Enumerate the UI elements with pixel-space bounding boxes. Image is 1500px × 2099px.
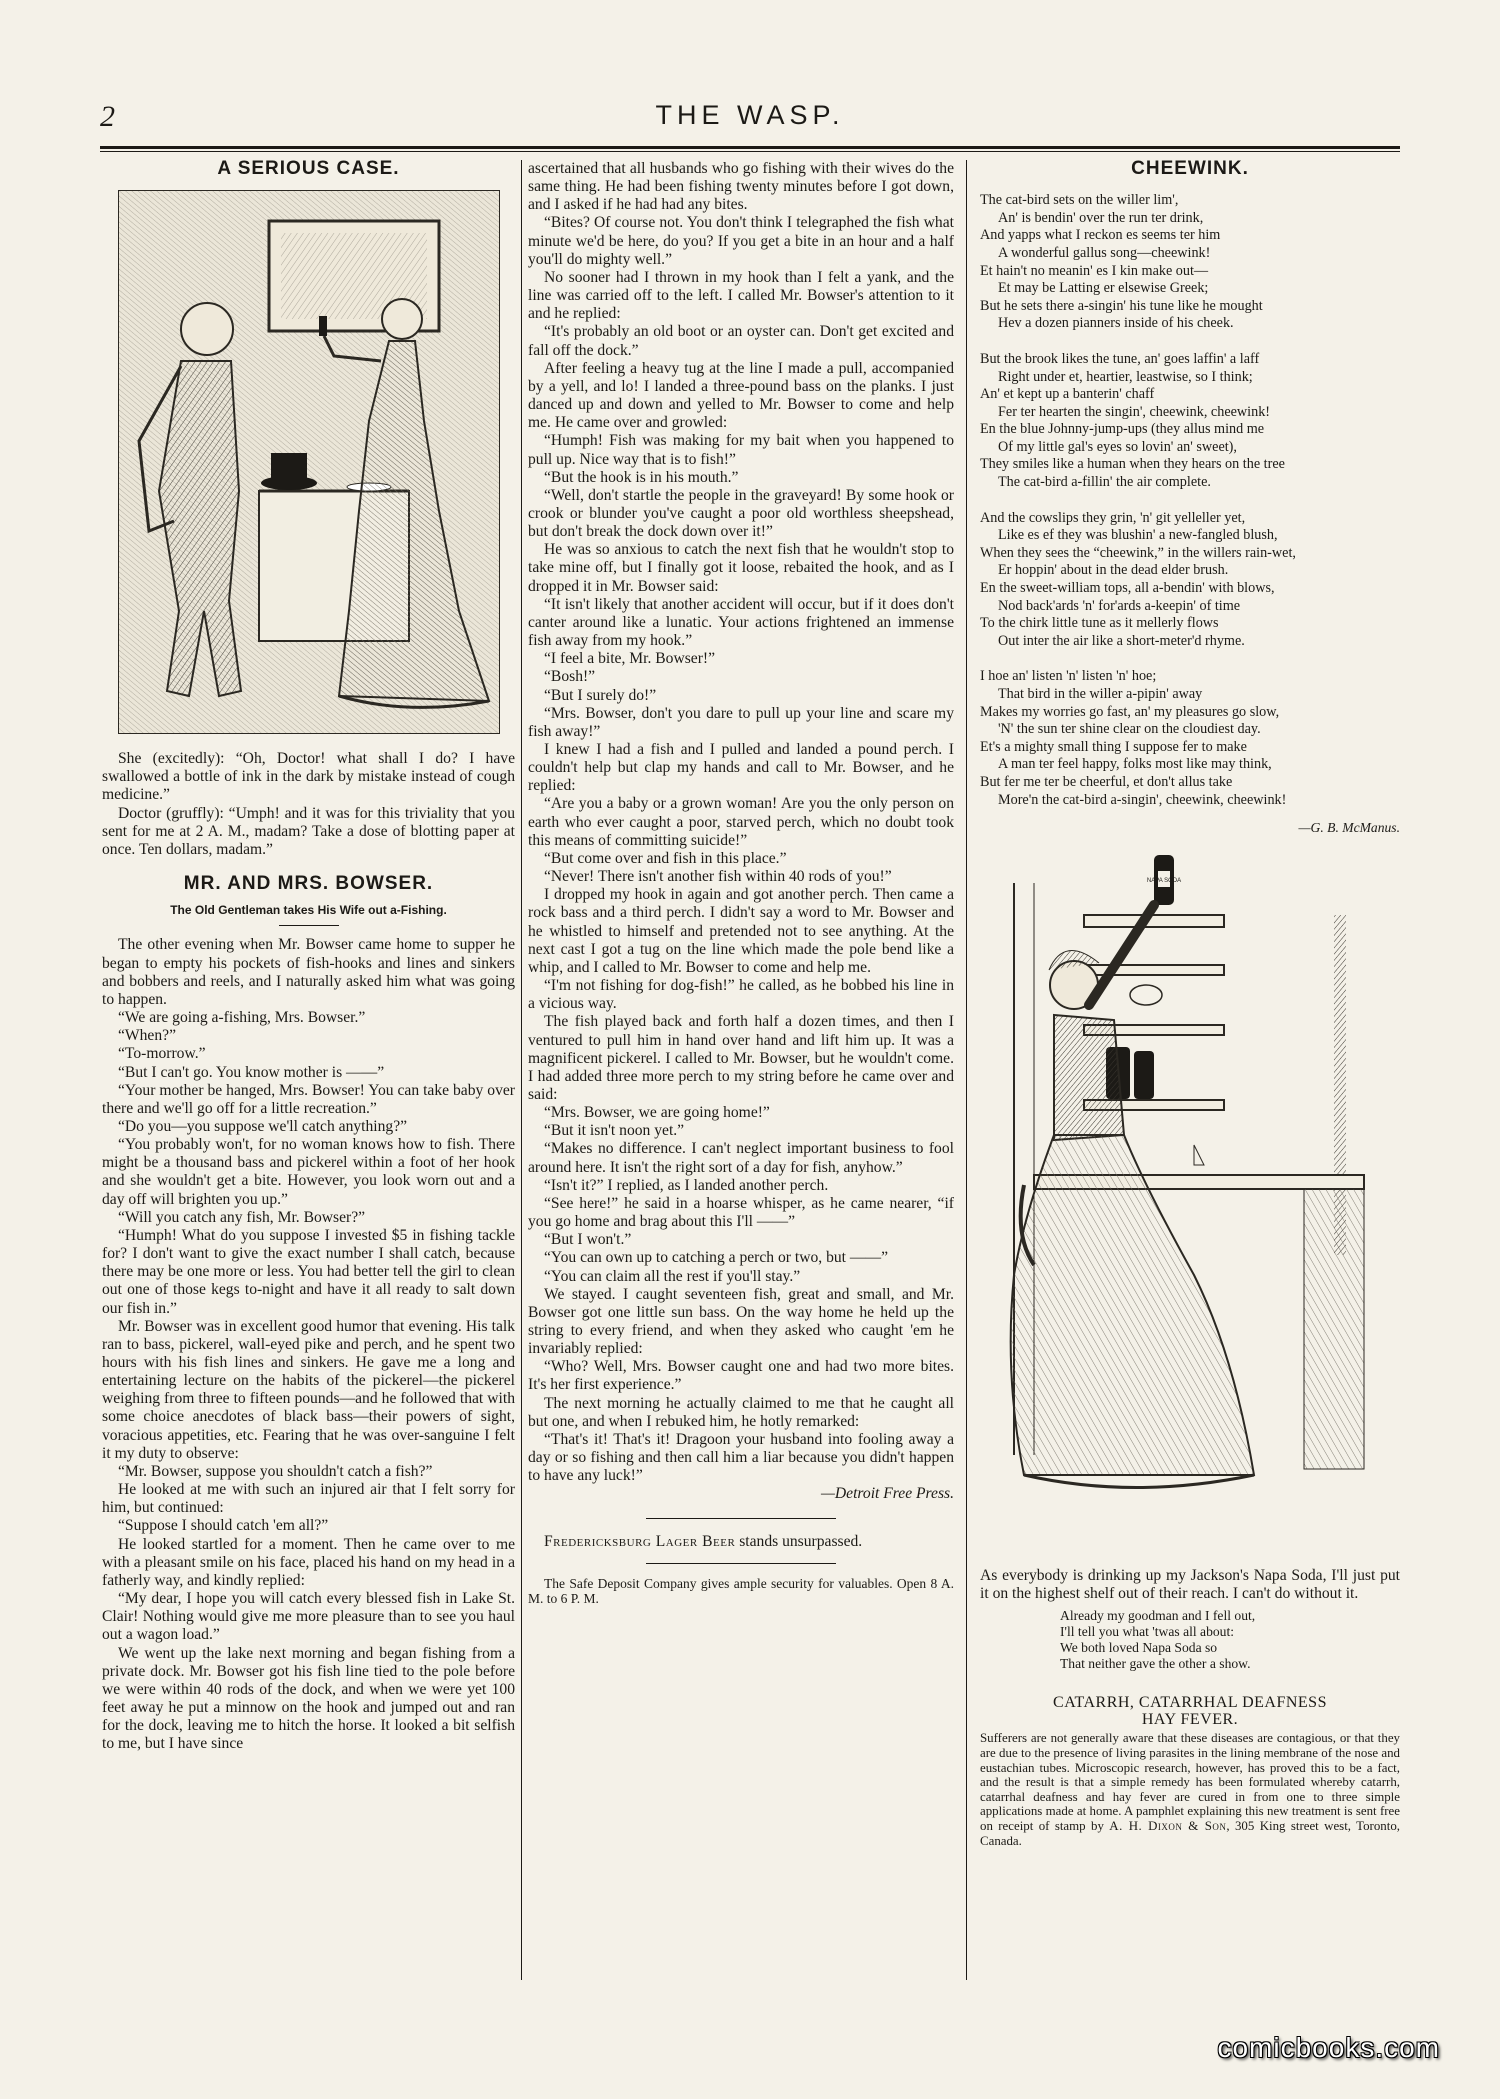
story-paragraph: “You can own up to catching a perch or two, but ——” bbox=[544, 1249, 888, 1267]
story-paragraph: The fish played back and forth half a dozen times, and then I ventured to pull him in hand over hand and lift him up. It was a magnificent pickerel. I called to Mr. Bowser, but he wouldn't come. I had added three more perch to my string before he came over and said: bbox=[528, 1013, 954, 1103]
poem-line: Et's a mighty small thing I suppose fer to make bbox=[980, 738, 1247, 755]
catarrh-ad-body: Sufferers are not generally aware that these diseases are contagious, or that they are due to the presence of living parasites in the lining membrane of the nose and eustachian tubes. Microscopic research, however, has proved this to be a fact, and the result is that a simple remedy has been formulated whereby catarrh, catarrhal deafness and hay fever are cured in from one to three simple applications made at home. A pamphlet explaining this new treatment is sent free on receipt of stamp by A. H. Dixon & Son, 305 King street west, Toronto, Canada. bbox=[980, 1731, 1400, 1848]
story-paragraph: “Mr. Bowser, suppose you shouldn't catch a fish?” bbox=[118, 1462, 433, 1480]
poem-line: En the blue Johnny-jump-ups (they allus mind me bbox=[980, 421, 1265, 438]
story-paragraph: We went up the lake next morning and began fishing from a private dock. Mr. Bowser got his fish line tied to the pole before we were within 40 rods of the dock, and when we were yet 100 feet away he put a minnow on the hook and jumped out and ran for the dock, leaving me to hitch the horse. It looked a bit selfish to me, but I have since bbox=[102, 1644, 515, 1753]
story-paragraph: “Never! There isn't another fish within 40 rods of you!” bbox=[544, 868, 892, 886]
catarrh-title-line: CATARRH, CATARRHAL DEAFNESS bbox=[1053, 1694, 1327, 1712]
bowser-title-rule bbox=[279, 925, 339, 926]
bowser-subtitle: The Old Gentleman takes His Wife out a-Fishing. bbox=[170, 903, 447, 918]
masthead bbox=[100, 96, 1400, 148]
column-rule-left bbox=[521, 160, 522, 1980]
story-paragraph: “But it isn't noon yet.” bbox=[544, 1122, 685, 1140]
story-paragraph: “Who? Well, Mrs. Bowser caught one and had two more bites. It's her first experience.” bbox=[528, 1358, 954, 1394]
column-rule-right bbox=[966, 160, 967, 1980]
story-paragraph: “Humph! Fish was making for my bait when you happened to pull up. Nice way that is to fish!” bbox=[528, 432, 954, 468]
story-paragraph: “Your mother be hanged, Mrs. Bowser! You can take baby over there and we'll go off for a little recreation.” bbox=[102, 1081, 515, 1117]
napa-verse-line: That neither gave the other a show. bbox=[1060, 1656, 1251, 1672]
serious-case-title: A SERIOUS CASE. bbox=[217, 158, 400, 179]
cheewink-poem bbox=[980, 192, 1400, 809]
notice-divider bbox=[646, 1518, 836, 1519]
bowser-story-part-1 bbox=[102, 936, 515, 1753]
column-2 bbox=[528, 160, 954, 1606]
story-paragraph: “Makes no difference. I can't neglect important business to fool around here. It isn't the right sort of a day for fish, anyhow.” bbox=[528, 1140, 954, 1176]
story-paragraph: “It's probably an old boot or an oyster can. Don't get excited and fall off the dock.” bbox=[528, 323, 954, 359]
story-paragraph: “My dear, I hope you will catch every blessed fish in Lake St. Clair! Nothing would give me more pleasure than to see you haul out a wagon load.” bbox=[102, 1590, 515, 1644]
story-paragraph: “It isn't likely that another accident will occur, but if it does don't canter around like a lunatic. Your actions frightened an immense fish away from my hook.” bbox=[528, 595, 954, 650]
poem-line: But the brook likes the tune, an' goes laffin' a laff bbox=[980, 350, 1260, 367]
bowser-source: —Detroit Free Press. bbox=[821, 1485, 954, 1503]
poem-line: They smiles like a human when they hears on the tree bbox=[980, 456, 1285, 473]
poem-line: But he sets there a-singin' his tune like he mought bbox=[980, 297, 1263, 314]
poem-stanza bbox=[980, 351, 1400, 492]
poem-line: That bird in the willer a-pipin' away bbox=[998, 686, 1203, 702]
story-paragraph: “You probably won't, for no woman knows how to fish. There might be a thousand bass and pickerel within a foot of her hook and she wouldn't get a bite. However, you look worn out and a day off will brighten you up.” bbox=[102, 1136, 515, 1208]
story-paragraph: “But I won't.” bbox=[544, 1231, 632, 1249]
poem-line: Fer ter hearten the singin', cheewink, cheewink! bbox=[998, 403, 1271, 420]
story-paragraph: Mr. Bowser was in excellent good humor that evening. His talk ran to bass, pickerel, wall-eyed pike and perch, and he spent two hours with his fish lines and sinkers. He gave me a long and entertaining lecture on the habits of the pickerel—the pickerel weighing from three to fifteen pounds—and he followed that with some choice anecdotes of black bass—their powers of sight, voracious appetities, etc. Fearing that he was over-sanguine I felt it my duty to observe: bbox=[102, 1317, 515, 1462]
story-paragraph: “Are you a baby or a grown woman! Are you the only person on earth who ever caught a poor, starved perch, which no doubt took this means of committing suicide!” bbox=[528, 795, 954, 849]
poem-line: But fer me ter be cheerful, et don't allus take bbox=[980, 773, 1233, 790]
cheewink-byline: —G. B. McManus. bbox=[1298, 820, 1400, 836]
napa-verse-line: Already my goodman and I fell out, bbox=[1060, 1607, 1256, 1623]
catarrh-title-line: HAY FEVER. bbox=[1141, 1711, 1239, 1729]
napa-soda-verse bbox=[980, 1608, 1400, 1673]
story-paragraph: “Mrs. Bowser, we are going home!” bbox=[544, 1104, 770, 1122]
story-paragraph: The next morning he actually claimed to me that he caught all but one, and when I rebuked him, he hotly remarked: bbox=[528, 1394, 954, 1430]
poem-line: 'N' the sun ter shine clear on the cloudiest day. bbox=[998, 721, 1261, 738]
poem-line: I hoe an' listen 'n' listen 'n' hoe; bbox=[980, 668, 1157, 685]
story-paragraph: “Bites? Of course not. You don't think I telegraphed the fish what minute we'd be here, do you? If you get a bite in an hour and a half you'll do mighty well.” bbox=[528, 214, 954, 268]
poem-line: More'n the cat-bird a-singin', cheewink, cheewink! bbox=[998, 791, 1287, 808]
bowser-title: MR. AND MRS. BOWSER. bbox=[183, 873, 434, 895]
poem-line: And yapps what I reckon es seems ter him bbox=[980, 227, 1221, 244]
masthead-rule-thick bbox=[100, 146, 1400, 149]
poem-line: The cat-bird sets on the willer lim', bbox=[980, 192, 1179, 209]
poem-line: To the chirk little tune as it mellerly flows bbox=[980, 615, 1219, 632]
bottle-label: NAPA SODA bbox=[1146, 878, 1182, 885]
poem-line: The cat-bird a-fillin' the air complete. bbox=[998, 474, 1211, 491]
notice-safe-deposit: The Safe Deposit Company gives ample security for valuables. Open 8 A. M. to 6 P. M. bbox=[528, 1575, 954, 1606]
story-paragraph: We stayed. I caught seventeen fish, great and small, and Mr. Bowser got one little sun bass. On the way home he held up the string to every friend, and when they asked who caught 'em he invariably replied: bbox=[528, 1285, 954, 1358]
column-3 bbox=[980, 160, 1400, 1848]
story-paragraph: He looked startled for a moment. Then he came over to me with a pleasant smile on his face, placed his hand on my head in a fatherly way, and kindly replied: bbox=[102, 1535, 515, 1589]
story-paragraph: “But I can't go. You know mother is ——” bbox=[118, 1063, 385, 1081]
story-paragraph: “Mrs. Bowser, don't you dare to pull up your line and scare my fish away!” bbox=[528, 704, 954, 740]
story-paragraph: “Humph! What do you suppose I invested $5 in fishing tackle for? I don't want to give the exact number I shall catch, because there may be one more or less. You had better tell the girl to clean out one of those kegs to-night and have it all ready to salt down our fish in.” bbox=[102, 1226, 515, 1317]
story-paragraph: “But the hook is in his mouth.” bbox=[544, 468, 739, 486]
napa-verse-line: I'll tell you what 'twas all about: bbox=[1060, 1623, 1235, 1639]
story-paragraph: He was so anxious to catch the next fish that he wouldn't stop to take mine off, but I finally got it loose, rebaited the hook, and as I dropped it in Mr. Bowser said: bbox=[528, 541, 954, 595]
poem-line: Nod back'ards 'n' for'ards a-keepin' of time bbox=[998, 597, 1241, 614]
story-paragraph: “See here!” he said in a hoarse whisper, as he came nearer, “if you go home and brag about this I'll ——” bbox=[528, 1194, 954, 1231]
poem-line: Right under et, heartier, leastwise, so I think; bbox=[998, 368, 1253, 385]
story-paragraph: “Well, don't startle the people in the graveyard! By some hook or crook or blunder you've caught a poor old worthless sheepshead, but don't break the dock down over it!” bbox=[528, 486, 954, 541]
poem-line: Like es ef they was blushin' a new-fangled blush, bbox=[998, 527, 1278, 544]
poem-line: An' is bendin' over the run ter drink, bbox=[998, 209, 1204, 226]
poem-line: Makes my worries go fast, an' my pleasures go slow, bbox=[980, 703, 1280, 720]
story-paragraph: “You can claim all the rest if you'll stay.” bbox=[544, 1267, 801, 1285]
masthead-rule-thin bbox=[100, 151, 1400, 152]
story-paragraph: “Suppose I should catch 'em all?” bbox=[118, 1517, 329, 1535]
poem-line: Of my little gal's eyes so lovin' an' sweet), bbox=[998, 438, 1237, 455]
notice-fredericksburg: Fredericksburg Lager Beer stands unsurpassed. bbox=[544, 1532, 863, 1550]
napa-soda-caption: As everybody is drinking up my Jackson's Napa Soda, I'll just put it on the highest shelf out of their reach. I can't do without it. bbox=[980, 1567, 1400, 1603]
woman-reaching-shelf-illustration bbox=[994, 855, 1386, 1555]
story-paragraph: “Will you catch any fish, Mr. Bowser?” bbox=[118, 1208, 366, 1226]
story-paragraph: “That's it! That's it! Dragoon your husband into fooling away a day or so fishing and then call him a liar because you didn't happen to have any luck!” bbox=[528, 1430, 954, 1485]
poem-stanza bbox=[980, 668, 1400, 809]
masthead-title: THE WASP. bbox=[655, 100, 845, 130]
poem-line: Hev a dozen pianners inside of his cheek. bbox=[998, 315, 1234, 332]
poem-stanza bbox=[980, 192, 1400, 333]
bowser-story-part-2 bbox=[528, 160, 954, 1485]
poem-stanza bbox=[980, 510, 1400, 651]
cheewink-title: CHEEWINK. bbox=[1131, 158, 1249, 179]
poem-line: A wonderful gallus song—cheewink! bbox=[998, 244, 1211, 261]
story-paragraph: “I feel a bite, Mr. Bowser!” bbox=[544, 650, 716, 668]
story-paragraph: ascertained that all husbands who go fishing with their wives do the same thing. He had been fishing twenty minutes before I got down, and I asked if he had had any bites. bbox=[528, 160, 954, 214]
story-paragraph: I knew I had a fish and I pulled and landed a pound perch. I couldn't help but clap my hands and call to Mr. Bowser, and he replied: bbox=[528, 741, 954, 795]
story-paragraph: “I'm not fishing for dog-fish!” he called, as he bobbed his line in a vicious way. bbox=[528, 977, 954, 1013]
napa-verse-line: We both loved Napa Soda so bbox=[1060, 1640, 1218, 1656]
poem-line: A man ter feel happy, folks most like may think, bbox=[998, 756, 1272, 773]
story-paragraph: The other evening when Mr. Bowser came home to supper he began to empty his pockets of fish-hooks and lines and sinkers and bobbers and reels, and I naturally asked him what was going to happen. bbox=[102, 936, 515, 1008]
poem-line: En the sweet-william tops, all a-bendin' with blows, bbox=[980, 580, 1275, 597]
doctor-and-patient-illustration bbox=[118, 190, 500, 734]
story-paragraph: He looked at me with such an injured air that I felt sorry for him, but continued: bbox=[102, 1481, 515, 1517]
poem-line: When they sees the “cheewink,” in the willers rain-wet, bbox=[980, 544, 1296, 561]
watermark: comicbooks.com bbox=[1217, 2032, 1440, 2063]
poem-line: And the cowslips they grin, 'n' git yelleller yet, bbox=[980, 509, 1246, 526]
story-paragraph: “We are going a-fishing, Mrs. Bowser.” bbox=[118, 1009, 366, 1027]
catarrh-ad-title bbox=[980, 1694, 1400, 1728]
poem-line: An' et kept up a banterin' chaff bbox=[980, 386, 1155, 403]
poem-line: Et may be Latting er elsewise Greek; bbox=[998, 280, 1209, 297]
story-paragraph: “But come over and fish in this place.” bbox=[544, 849, 787, 867]
story-paragraph: “Do you—you suppose we'll catch anything?” bbox=[118, 1117, 408, 1135]
story-paragraph: “When?” bbox=[118, 1027, 176, 1045]
story-paragraph: No sooner had I thrown in my hook than I felt a yank, and the line was carried off to the left. I called Mr. Bowser's attention to it and he replied: bbox=[528, 268, 954, 323]
story-paragraph: “But I surely do!” bbox=[544, 686, 657, 704]
story-paragraph: “Isn't it?” I replied, as I landed another perch. bbox=[544, 1176, 829, 1194]
poem-line: Out inter the air like a short-meter'd rhyme. bbox=[998, 632, 1245, 649]
poem-line: Et hain't no meanin' es I kin make out— bbox=[980, 262, 1209, 279]
serious-case-paragraph: Doctor (gruffly): “Umph! and it was for this triviality that you sent for me at 2 A. M., madam? Take a dose of blotting paper at once. Ten dollars, madam.” bbox=[102, 804, 515, 858]
serious-case-paragraph: She (excitedly): “Oh, Doctor! what shall I do? I have swallowed a bottle of ink in the dark by mistake instead of cough medicine.” bbox=[102, 750, 515, 804]
story-paragraph: After feeling a heavy tug at the line I made a pull, accompanied by a yell, and lo! I landed a three-pound bass on the planks. I just danced up and down and yelled to Mr. Bowser to come and help me. He came over and growled: bbox=[528, 359, 954, 432]
story-paragraph: “To-morrow.” bbox=[118, 1045, 206, 1063]
page-number: 2 bbox=[100, 100, 115, 133]
story-paragraph: I dropped my hook in again and got another perch. Then came a rock bass and a third perch. I didn't say a word to Mr. Bowser and he whistled to himself and pretended not to see anything. At the next cast I got a tug on the line which made the pole bend like a whip, and I called to Mr. Bowser to come and help me. bbox=[528, 886, 954, 976]
story-paragraph: “Bosh!” bbox=[544, 668, 596, 686]
notice-divider bbox=[646, 1563, 836, 1564]
poem-line: Er hoppin' about in the dead elder brush. bbox=[998, 562, 1229, 579]
column-1 bbox=[102, 160, 515, 1753]
